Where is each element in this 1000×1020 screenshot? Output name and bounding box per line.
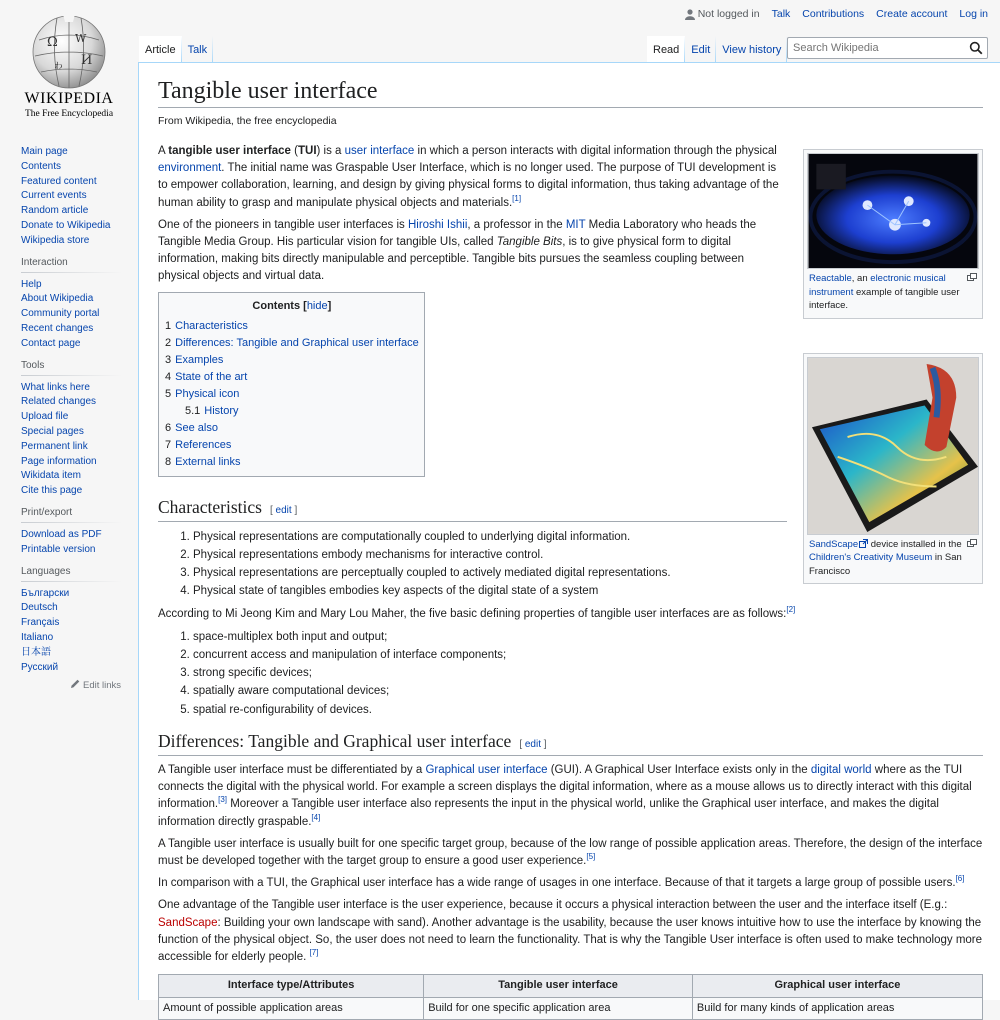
search-box [787,37,988,59]
reactable-caption [807,269,979,315]
page-title: Tangible user interface [158,78,983,108]
tui-term: tangible user interface [168,145,291,157]
sidebar-nav-item-link[interactable]: Donate to Wikipedia [21,219,111,231]
list-item: 2. Physical representations embody mechanisms for interactive control. [193,546,983,564]
sidebar-language-item-4[interactable] [21,646,121,661]
list-item: 4. spatially aware computational devices; [193,682,983,700]
toc-label: History [204,404,239,417]
sidebar-interaction-item-link[interactable]: Community portal [21,308,100,320]
sidebar-tools-item-2[interactable] [21,410,121,425]
sidebar-language-item-2[interactable] [21,616,121,631]
toc-label: See also [175,421,218,434]
tui-abbr: TUI [297,145,317,157]
sidebar-nav-item-3[interactable] [21,189,121,204]
sidebar-tools-item-4[interactable] [21,440,121,455]
sidebar-print-item-link[interactable]: Download as PDF [21,528,102,540]
sidebar-languages [21,566,121,692]
toc-title: Contents [hide] [252,299,332,312]
list-item: 1. space-multiplex both input and output; [193,628,983,646]
ref-5[interactable]: [5] [586,852,596,862]
toc-link[interactable] [165,422,218,434]
sandscape-image[interactable] [807,357,979,535]
sidebar-language-item-5[interactable] [21,661,121,676]
sidebar-language-item-link[interactable]: Български [21,587,70,599]
view-tabs [647,36,787,63]
sidebar-interaction-item-3[interactable] [21,322,121,337]
comparison-table [158,974,983,1019]
list-item: 3. strong specific devices; [193,664,983,682]
languages-heading: Languages [21,566,121,582]
toc-hide-toggle[interactable]: hide [306,299,328,312]
toc-label: Characteristics [175,319,248,332]
wikipedia-logo[interactable] [0,0,138,130]
sidebar-nav-item-6[interactable] [21,234,121,249]
toc-link[interactable] [165,337,419,349]
toc-label: Differences: Tangible and Graphical user interface [175,336,419,349]
print-heading: Print/export [21,507,121,523]
list-item: 4. Physical state of tangibles embodies key aspects of the digital state of a system [193,582,983,600]
sidebar-language-item-link[interactable]: Français [21,617,60,629]
sidebar-print-item-link[interactable]: Printable version [21,543,96,555]
differences-paragraph-3: In comparison with a TUI, the Graphical user interface has a wide range of usages in one interface. Because of that it targets a large group of possible users.[6] [158,874,965,890]
puzzle-globe-icon [29,12,109,90]
sidebar-print-item-1[interactable] [21,543,121,558]
sidebar-tools-item-link[interactable]: Cite this page [21,485,83,497]
ref-2[interactable]: [2] [786,604,796,614]
sidebar-tools-item-5[interactable] [21,455,121,470]
ref-4[interactable]: [4] [311,812,321,822]
toc-item[interactable] [165,318,419,335]
differences-paragraph-1: A Tangible user interface must be differentiated by a Graphical user interface (GUI). A Graphical User Interface exists only in the digital world where as the TUI connects the digital with the physical world. For example a screen displays the digital information, where as a mouse allows us to directly interact with this digital information.[3] Moreover a Tangible user interface also represents the input in the physical world, unlike the Graphical user interface, and makes the digital information directly graspable.[4] [158,764,972,828]
thumbnail-reactable [803,149,983,319]
sidebar-tools-item-link[interactable]: Special pages [21,425,84,437]
toc-link[interactable] [165,439,231,451]
table-cell: Amount of possible application areas [159,997,424,1019]
tab-read[interactable]: Read [647,36,685,63]
sidebar-language-item-link[interactable]: Русский [21,661,59,673]
tab-edit[interactable]: Edit [685,36,716,63]
table-cell: Build for many kinds of application areas [692,997,982,1019]
toc-number: 1 [165,319,172,332]
sidebar-language-item-link[interactable]: Italiano [21,631,54,643]
sidebar-interaction-item-link[interactable]: Contact page [21,337,81,349]
sidebar-interaction-item-link[interactable]: Recent changes [21,322,94,334]
sidebar-nav-item-link[interactable]: Random article [21,205,89,217]
sidebar-interaction-item-link[interactable]: About Wikipedia [21,293,94,305]
toc-label: Physical icon [175,387,240,400]
sidebar-nav-item-link[interactable]: Main page [21,146,68,157]
anon-user [685,8,760,20]
toc-link[interactable] [185,405,239,417]
sidebar-nav-item-1[interactable] [21,160,121,175]
environment-link[interactable]: environment [158,162,222,175]
personal-tools [685,8,988,20]
sandscape-caption: SandScape device installed in the Children's Creativity Museum in San Francisco [807,535,979,581]
table-of-contents [158,292,425,477]
user-interface-link[interactable]: user interface [344,145,415,157]
sidebar [21,145,121,699]
pencil-icon [71,679,80,688]
toc-item[interactable] [165,437,419,454]
childrens-museum-link[interactable]: Children's Creativity Museum [809,552,933,564]
list-item: 1. Physical representations are computationally coupled to underlying digital information. [193,528,983,546]
properties-list [193,628,983,719]
log-in-link[interactable]: Log in [959,8,988,20]
contributions-link[interactable]: Contributions [802,8,865,20]
toc-number: 5.1 [185,404,201,417]
external-link-icon [859,539,868,548]
toc-link[interactable] [165,456,241,468]
sidebar-interaction [21,257,121,352]
sidebar-tools-item-link[interactable]: Upload file [21,411,69,423]
heading-differences: Differences: Tangible and Graphical user interface [ edit ] [158,733,983,756]
sidebar-tools-item-3[interactable] [21,425,121,440]
digital-world-link[interactable]: digital world [810,764,872,777]
sidebar-tools-item-0[interactable] [21,381,121,396]
sidebar-tools-item-link[interactable]: What links here [21,381,90,393]
sidebar-tools-item-link[interactable]: Wikidata item [21,470,82,482]
sidebar-print [21,507,121,558]
sidebar-language-item-3[interactable] [21,631,121,646]
sidebar-nav-item-link[interactable]: Current events [21,190,87,202]
user-talk-link[interactable]: Talk [771,8,791,20]
svg-text:ゎ: ゎ [53,58,64,71]
ref-7[interactable]: [7] [309,948,319,958]
list-item: 2. concurrent access and manipulation of interface components; [193,646,983,664]
edit-links[interactable] [21,679,121,691]
reactable-link[interactable]: Reactable [809,273,852,284]
toc-item[interactable] [165,454,419,471]
toc-number: 8 [165,455,172,468]
caption-text: , an [851,273,871,284]
gui-link[interactable]: Graphical user interface [425,764,548,777]
sidebar-nav-item-link[interactable]: Contents [21,160,62,172]
thumbnail-sandscape [803,353,983,585]
toc-item[interactable] [165,403,419,420]
sidebar-nav-item-link[interactable]: Wikipedia store [21,234,90,246]
table-cell: Build for one specific application area [424,997,693,1019]
article-body [158,143,983,1020]
table-header: Tangible user interface [424,975,693,997]
edit-links-label: Edit links [82,680,121,692]
list-item: 5. spatial re-configurability of devices. [193,701,983,719]
sidebar-tools-item-7[interactable] [21,484,121,499]
sidebar-tools-item-link[interactable]: Page information [21,455,97,467]
svg-text:Ω: Ω [47,35,58,50]
edit-section-link[interactable]: [ edit ] [269,504,298,516]
toc-number: 2 [165,336,172,349]
sidebar-language-item-link[interactable]: Deutsch [21,602,58,614]
differences-paragraph-4: One advantage of the Tangible user interface is the user experience, because it occurs a physical interaction between the user and the interface itself (E.g.: SandScape: Building your own landscape with sand). Another advantage is the usability, because the user knows intuitive how to use the interface by knowing the function of the physical object. So, the user does not need to learn the functionality. That is why the Tangible User interface is often used to make technology more accessible for elderly people. [7] [158,899,983,964]
content-area [138,62,1000,1014]
sidebar-interaction-item-4[interactable] [21,337,121,352]
reactable-image[interactable] [807,153,979,269]
sidebar-interaction-item-2[interactable] [21,307,121,322]
toc-label: Examples [175,353,224,366]
sidebar-interaction-item-0[interactable] [21,278,121,293]
sidebar-tools-item-link[interactable]: Related changes [21,396,97,408]
wordmark: WIKIPEDIA [24,90,114,107]
sidebar-nav-item-2[interactable] [21,175,121,190]
user-icon [685,9,695,20]
tab-talk[interactable]: Talk [182,36,214,63]
toc-item[interactable] [165,420,419,437]
toc-item[interactable] [165,335,419,352]
toc-item[interactable] [165,352,419,369]
toc-label: References [175,438,232,451]
search-icon[interactable] [969,41,983,55]
intro-paragraph: A tangible user interface (TUI) is a user interface in which a person interacts with digital information through the physical environment. The initial name was Graspable User Interface, which is no longer used. The purpose of TUI development is to empower collaboration, learning, and design by giving physical forms to digital information, thus taking advantage of the human ability to grasp and manipulate physical objects and materials.[1] [158,145,779,209]
sidebar-tools [21,360,121,499]
toc-number: 5 [165,387,172,400]
toc-link[interactable] [165,354,223,366]
electronic-instrument-link[interactable]: electronic musical instrument [809,273,946,298]
according-paragraph: According to Mi Jeong Kim and Mary Lou Maher, the five basic defining properties of tangible user interfaces are as follows:[2] [158,604,796,620]
tab-article[interactable]: Article [139,36,182,63]
sidebar-navigation [21,145,121,249]
logo-tagline: The Free Encyclopedia [24,109,114,119]
caption-text: example of tangible user interface. [809,286,960,311]
pioneers-paragraph: One of the pioneers in tangible user interfaces is Hiroshi Ishii, a professor in the MIT Media Laboratory who heads the Tangible Media Group. His particular vision for tangible UIs, called Tangible Bits, is to give physical form to digital information, making bits directly manipulable and perceptible. Tangible bits pursues the seamless coupling between physical objects and virtual data. [158,218,757,283]
create-account-link[interactable]: Create account [876,8,948,20]
sidebar-tools-item-link[interactable]: Permanent link [21,440,88,452]
table-row [159,997,983,1019]
toc-number: 7 [165,438,172,451]
sidebar-nav-item-link[interactable]: Featured content [21,175,97,187]
sidebar-nav-item-0[interactable] [21,145,121,160]
search-input[interactable] [788,38,963,58]
svg-text:W: W [75,32,87,45]
sidebar-tools-item-6[interactable] [21,469,121,484]
sandscape-link[interactable]: SandScape [809,538,859,550]
toc-item[interactable] [165,369,419,386]
toc-link[interactable] [165,371,247,383]
site-tagline: From Wikipedia, the free encyclopedia [158,115,337,127]
sidebar-language-item-link[interactable]: 日本語 [21,646,51,658]
toc-item[interactable] [165,386,419,403]
sidebar-nav-item-5[interactable] [21,219,121,234]
sidebar-print-item-0[interactable] [21,528,121,543]
list-item: 3. Physical representations are perceptually coupled to actively mediated digital representations. [193,564,983,582]
enlarge-icon[interactable] [967,273,977,281]
tab-view-history[interactable]: View history [716,36,787,63]
toc-label: External links [175,455,241,468]
enlarge-icon[interactable] [967,539,977,547]
table-header: Graphical user interface [692,975,982,997]
ref-1[interactable]: [1] [512,193,522,203]
sidebar-language-item-1[interactable] [21,601,121,616]
not-logged-in-text: Not logged in [697,8,760,20]
sidebar-language-item-0[interactable] [21,587,121,602]
sidebar-interaction-item-link[interactable]: Help [21,278,42,290]
edit-section-link[interactable]: [ edit ] [519,738,547,750]
sidebar-interaction-item-1[interactable] [21,292,121,307]
differences-paragraph-2: A Tangible user interface is usually built for one specific target group, because of the low range of possible application areas. Therefore, the design of the interface must be developed together with the target group to ensure a good user experience.[5] [158,837,983,868]
ref-6[interactable]: [6] [955,874,965,884]
toc-label: State of the art [175,370,248,383]
namespace-tabs [139,36,213,63]
interaction-heading: Interaction [21,257,121,273]
table-header: Interface type/Attributes [159,975,424,997]
toc-link[interactable] [165,388,239,400]
toc-number: 6 [165,421,172,434]
tools-heading: Tools [21,360,121,376]
ref-3[interactable]: [3] [218,795,227,805]
toc-link[interactable] [165,320,248,332]
toc-number: 3 [165,353,172,366]
hiroshi-ishii-link[interactable]: Hiroshi Ishii [407,218,468,231]
toc-number: 4 [165,370,172,383]
mit-link[interactable]: MIT [565,218,586,231]
sidebar-nav-item-4[interactable] [21,204,121,219]
svg-text:И: И [81,53,93,68]
sandscape-redlink[interactable]: SandScape [158,916,218,929]
heading-characteristics: Characteristics [ edit ] [158,499,787,522]
sidebar-tools-item-1[interactable] [21,395,121,410]
